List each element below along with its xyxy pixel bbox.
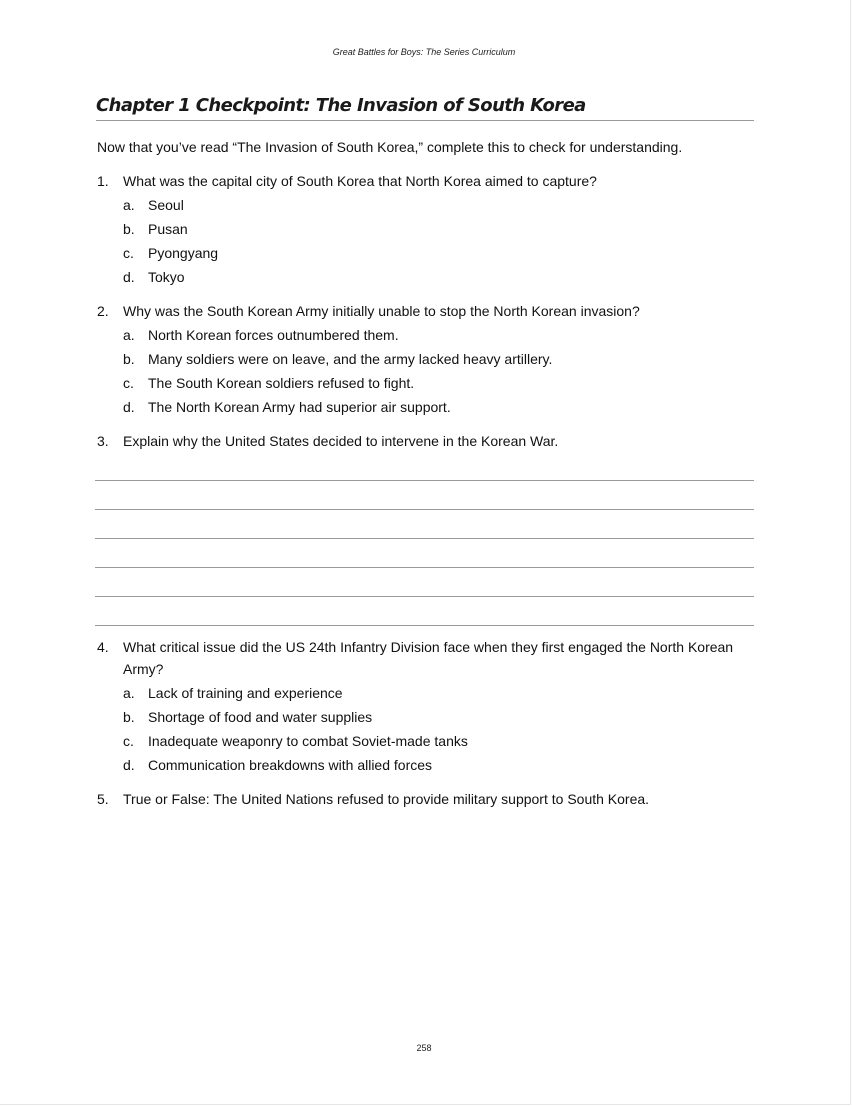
- option-letter: b.: [123, 351, 135, 367]
- option-b[interactable]: [123, 217, 757, 241]
- option-letter: d.: [123, 269, 135, 285]
- option-letter: b.: [123, 221, 135, 237]
- option-c[interactable]: [123, 241, 757, 265]
- answer-options: [123, 193, 757, 289]
- question-number: 5.: [97, 791, 109, 807]
- answer-line: [95, 625, 754, 626]
- option-d[interactable]: [123, 265, 757, 289]
- answer-writing-area[interactable]: [95, 480, 754, 626]
- option-letter: c.: [123, 733, 134, 749]
- option-text: Pusan: [148, 221, 188, 237]
- option-letter: c.: [123, 375, 134, 391]
- option-text: Seoul: [148, 197, 184, 213]
- question-text: Why was the South Korean Army initially unable to stop the North Korean invasion?: [123, 303, 640, 319]
- option-letter: a.: [123, 197, 135, 213]
- option-text: Shortage of food and water supplies: [148, 709, 373, 725]
- question-2: [97, 300, 757, 419]
- option-a[interactable]: [123, 323, 757, 347]
- question-text: What critical issue did the US 24th Infantry Division face when they first engaged the North Korean Army?: [123, 639, 734, 677]
- question-number: 3.: [97, 433, 109, 449]
- chapter-title: Chapter 1 Checkpoint: The Invasion of South Korea: [96, 95, 754, 121]
- running-header: Great Battles for Boys: The Series Curriculum: [332, 47, 516, 57]
- option-letter: d.: [123, 399, 135, 415]
- option-text: The North Korean Army had superior air support.: [148, 399, 451, 415]
- answer-line: [95, 480, 754, 509]
- option-text: Pyongyang: [148, 245, 219, 261]
- question-5: [97, 788, 757, 810]
- option-b[interactable]: [123, 347, 757, 371]
- question-3: [97, 430, 757, 452]
- option-b[interactable]: [123, 705, 757, 729]
- question-text: True or False: The United Nations refused to provide military support to South Korea.: [123, 791, 650, 807]
- option-text: Many soldiers were on leave, and the army lacked heavy artillery.: [148, 351, 553, 367]
- option-letter: a.: [123, 685, 135, 701]
- question-number: 2.: [97, 303, 109, 319]
- question-4: [97, 636, 757, 777]
- answer-line: [95, 567, 754, 596]
- answer-line: [95, 596, 754, 625]
- question-number: 4.: [97, 639, 109, 655]
- option-text: Lack of training and experience: [148, 685, 343, 701]
- option-text: Communication breakdowns with allied forces: [148, 757, 433, 773]
- option-letter: c.: [123, 245, 134, 261]
- option-text: Inadequate weaponry to combat Soviet-made tanks: [148, 733, 468, 749]
- question-text: What was the capital city of South Korea that North Korea aimed to capture?: [123, 173, 597, 189]
- question-text: Explain why the United States decided to intervene in the Korean War.: [123, 433, 559, 449]
- option-text: North Korean forces outnumbered them.: [148, 327, 399, 343]
- option-letter: d.: [123, 757, 135, 773]
- question-number: 1.: [97, 173, 109, 189]
- option-a[interactable]: [123, 193, 757, 217]
- page-number: 258: [416, 1043, 432, 1053]
- option-letter: a.: [123, 327, 135, 343]
- option-d[interactable]: [123, 395, 757, 419]
- option-text: The South Korean soldiers refused to fight.: [148, 375, 415, 391]
- option-a[interactable]: [123, 681, 757, 705]
- option-letter: b.: [123, 709, 135, 725]
- intro-text: Now that you’ve read “The Invasion of South Korea,” complete this to check for understanding.: [97, 139, 683, 155]
- option-c[interactable]: [123, 729, 757, 753]
- answer-options: [123, 681, 757, 777]
- answer-line: [95, 538, 754, 567]
- option-c[interactable]: [123, 371, 757, 395]
- answer-options: [123, 323, 757, 419]
- answer-line: [95, 509, 754, 538]
- option-d[interactable]: [123, 753, 757, 777]
- option-text: Tokyo: [148, 269, 185, 285]
- question-1: [97, 170, 757, 289]
